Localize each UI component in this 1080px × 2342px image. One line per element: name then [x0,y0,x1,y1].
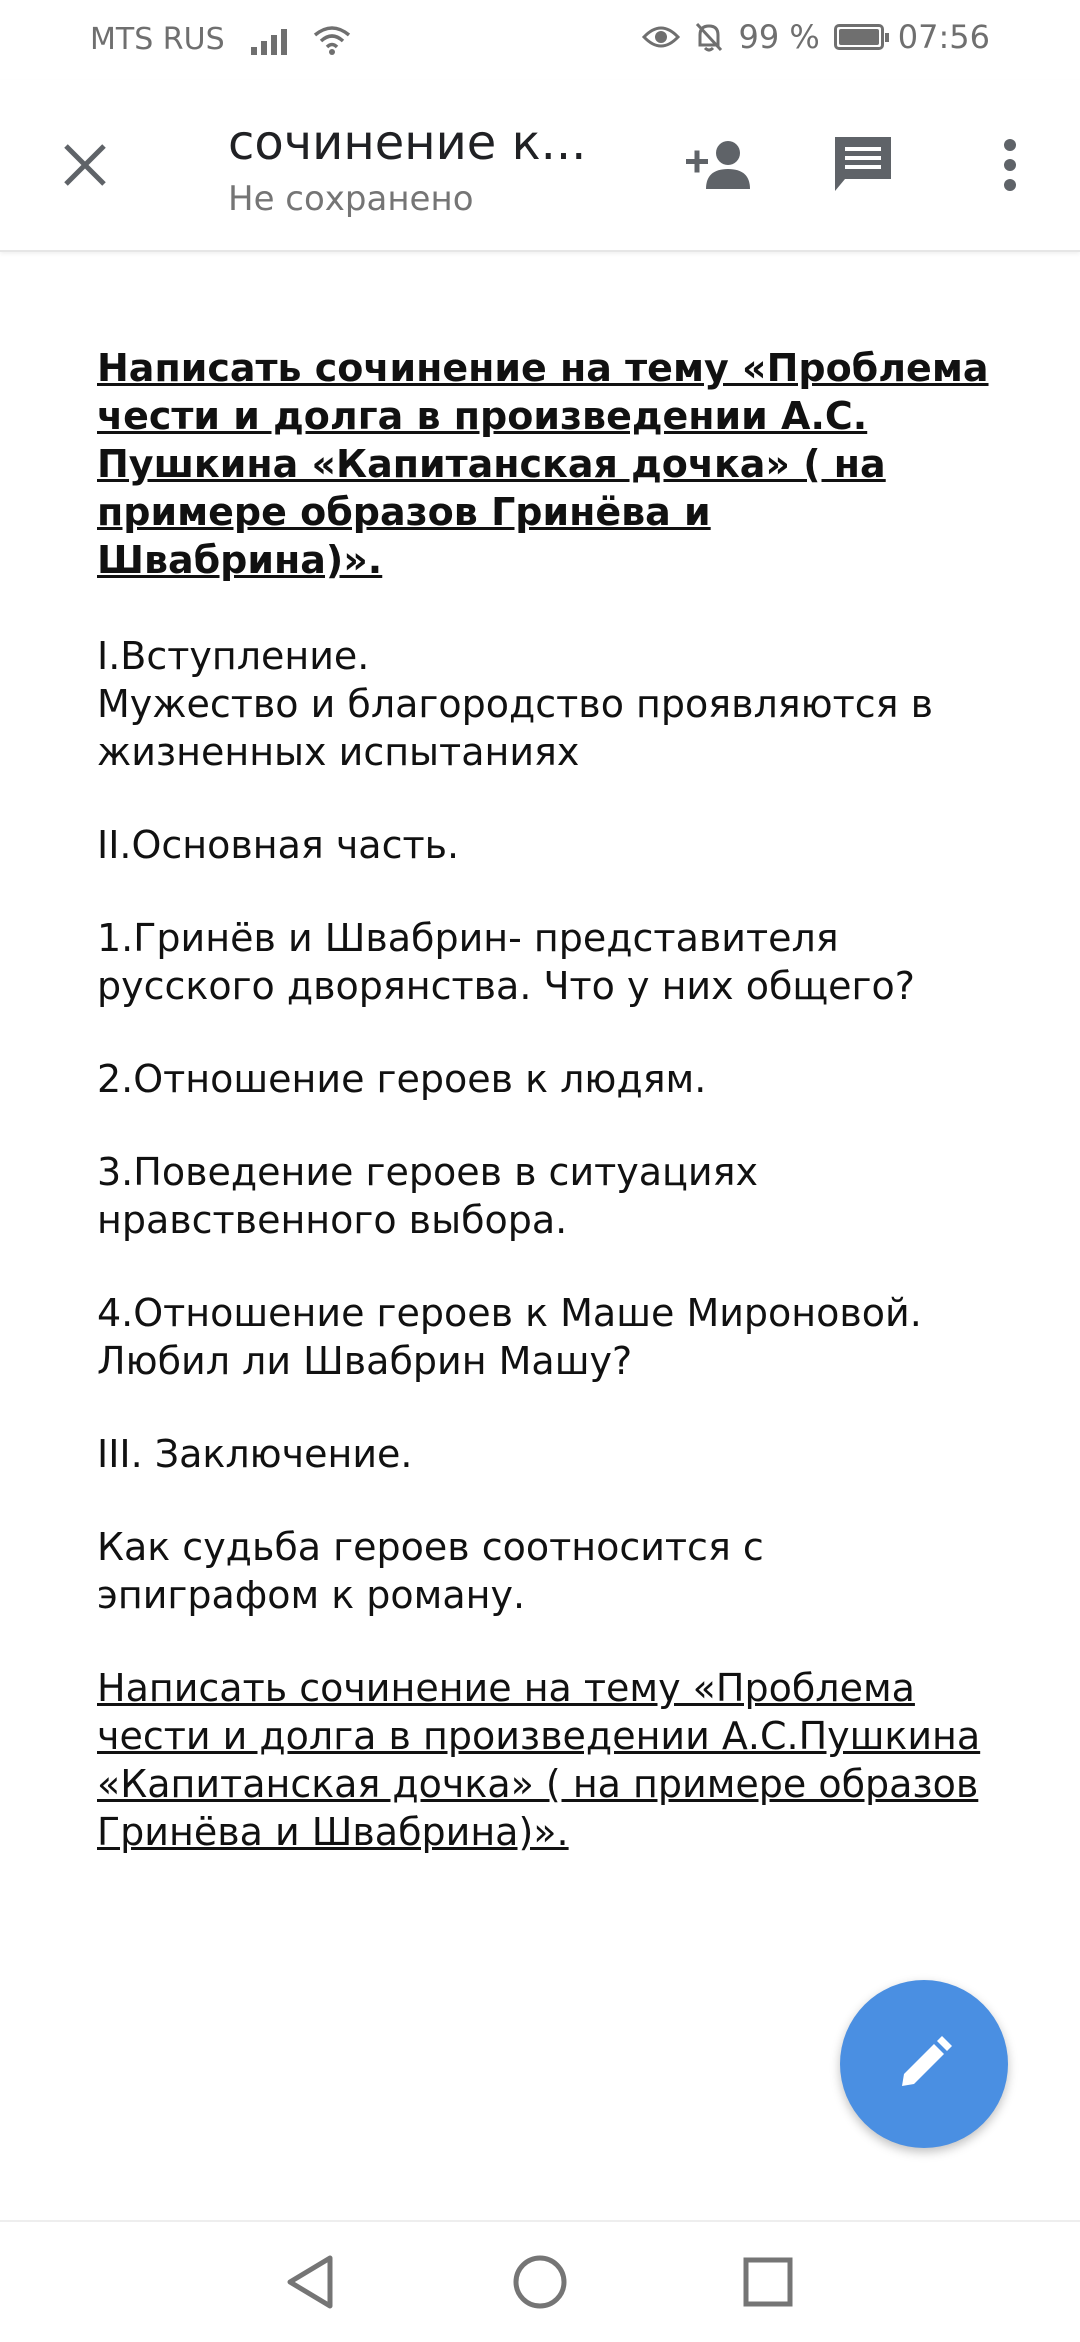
add-person-icon [684,137,756,193]
intro-title: I.Вступление. [97,634,370,678]
conclusion-text: Как судьба героев соотносится с эпиграфом к роману. [97,1525,764,1617]
footer-text: Написать сочинение на тему «Проблема чести и долга в произведении А.С.Пушкина «Капитанская дочка» ( на примере образов Гринёва и Швабрина)». [97,1666,981,1854]
edit-fab-button[interactable] [840,1980,1008,2148]
recents-square-icon [742,2256,794,2308]
back-triangle-icon [284,2254,336,2310]
bell-off-icon [694,21,724,53]
point-1: 1.Гринёв и Швабрин- представителя русского дворянства. Что у них общего? [97,916,915,1008]
nav-home-button[interactable] [505,2247,575,2317]
nav-back-button[interactable] [275,2247,345,2317]
status-bar [0,0,1080,80]
point-3: 3.Поведение героев в ситуациях нравственного выбора. [97,1150,758,1242]
status-right [642,18,990,56]
conclusion-title: III. Заключение. [97,1432,413,1476]
battery-icon [834,24,884,50]
more-vert-icon [1002,137,1018,193]
app-bar [0,80,1080,252]
nav-recents-button[interactable] [733,2247,803,2317]
save-status: Не сохранено [228,179,474,219]
document-heading: Написать сочинение на тему «Проблема чести и долга в произведении А.С. Пушкина «Капитанская дочка» ( на примере образов Гринёва и Швабрина)». [97,346,989,582]
comment-icon [831,133,895,197]
document-title[interactable]: сочинение к... [228,115,587,171]
comment-button[interactable] [818,120,908,210]
signal-icon [251,25,287,55]
clock-time: 07:56 [897,18,990,56]
system-nav-bar [0,2220,1080,2342]
document-body[interactable] [97,344,997,1901]
share-button[interactable] [675,120,765,210]
eye-icon [642,23,680,51]
point-2: 2.Отношение героев к людям. [97,1057,707,1101]
status-left [90,22,351,57]
wifi-icon [313,25,351,55]
home-circle-icon [512,2254,568,2310]
edit-pencil-icon [894,2034,954,2094]
title-block [228,114,648,222]
close-button[interactable] [40,120,130,210]
battery-percent: 99 % [738,18,820,56]
main-title: II.Основная часть. [97,823,460,867]
carrier-name: MTS RUS [90,22,225,57]
intro-section [97,632,997,776]
close-icon [60,140,110,190]
intro-text: Мужество и благородство проявляются в жизненных испытаниях [97,682,933,774]
point-4: 4.Отношение героев к Маше Мироновой. Любил ли Швабрин Машу? [97,1291,922,1383]
more-options-button[interactable] [965,120,1055,210]
